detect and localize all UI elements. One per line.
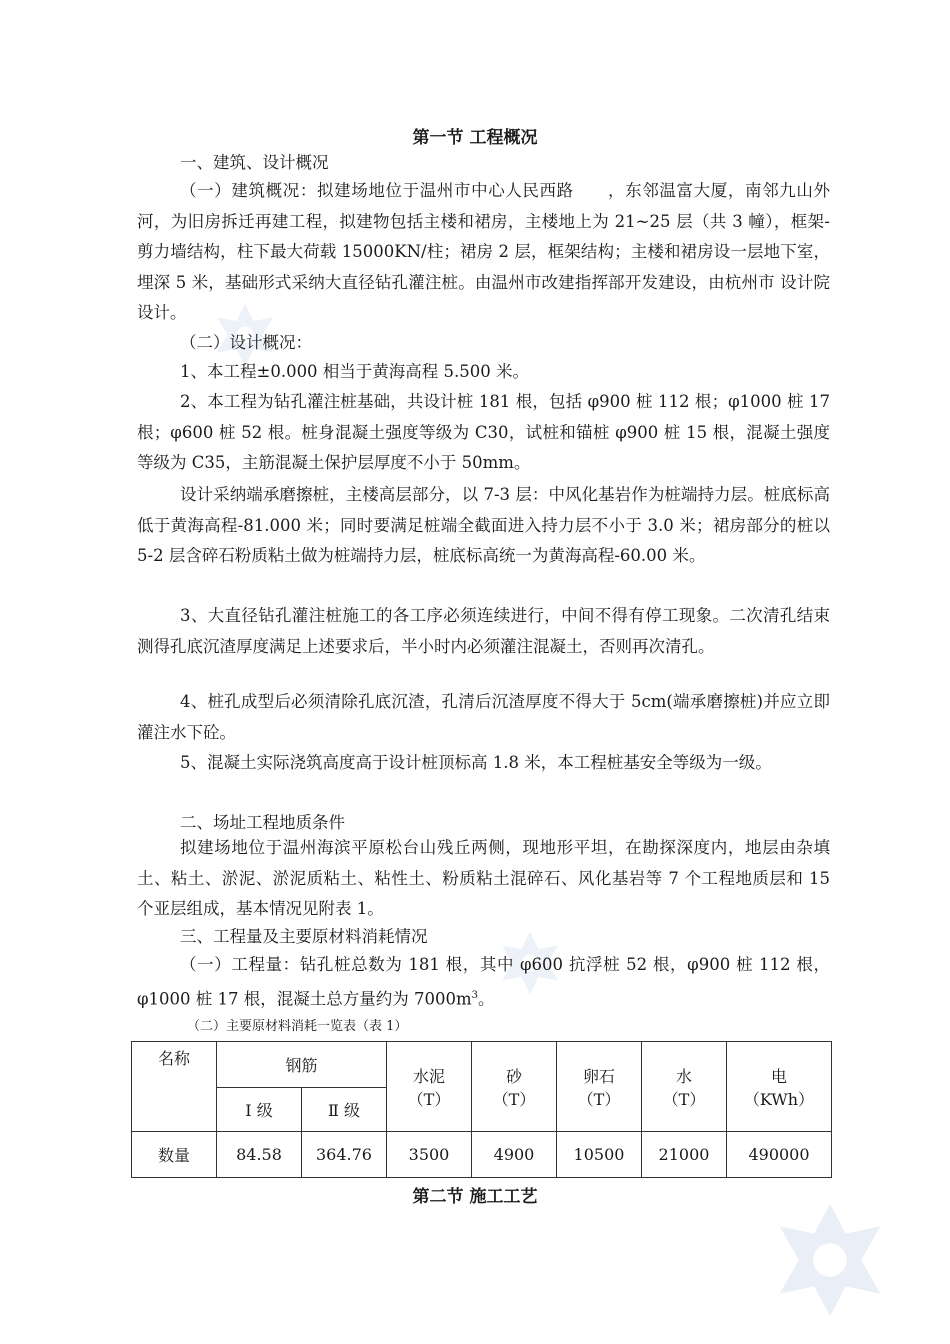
quantity-superscript: 3 <box>471 989 479 1001</box>
design-item-1: 1、本工程±0.000 相当于黄海高程 5.500 米。 <box>180 362 530 381</box>
design-item-2: 2、本工程为钻孔灌注桩基础，共设计桩 181 根，包括 φ900 桩 112 根；φ1000 桩 17 根；φ600 桩 52 根。桩身混凝土强度等级为 C30，试桩和锚桩 φ900 桩 15 根，混凝土强度等级为 C35，主筋混凝土保护层厚度不小于 50mm。 <box>137 392 830 472</box>
quantity-end: 。 <box>478 989 495 1008</box>
table-cell: 490000 <box>727 1132 832 1178</box>
section2-title: 第二节 施工工艺 <box>412 1187 538 1207</box>
quantity-text: （一）工程量：钻孔桩总数为 181 根，其中 φ600 抗浮桩 52 根，φ900 桩 112 根，φ1000 桩 17 根，混凝土总方量约为 7000m <box>137 955 830 1008</box>
heading-quantities: 三、工程量及主要原材料消耗情况 <box>180 927 428 946</box>
table-cell: 21000 <box>642 1132 727 1178</box>
table-cell: 4900 <box>472 1132 557 1178</box>
table-row-label: 数量 <box>132 1132 217 1178</box>
materials-table <box>131 1041 832 1178</box>
paragraph-building-overview: （一）建筑概况：拟建场地位于温州市中心人民西路 ，东邻温富大厦，南邻九山外河，为旧房拆迁再建工程，拟建物包括主楼和裙房，主楼地上为 21~25 层（共 3 幢），框架-剪力墙结构，柱下最大荷载 15000KN/柱；裙房 2 层，框架结构；主楼和裙房设一层地下室，埋深 5 米，基础形式采纳大直径钻孔灌注桩。由温州市改建指挥部开发建设，由杭州市 设计院设计。 <box>137 181 830 322</box>
table-header-sand: 砂 （T） <box>472 1042 557 1132</box>
watermark-snowflake-icon <box>770 1200 890 1320</box>
paragraph-design-bearing: 设计采纳端承磨擦桩，主楼高层部分，以 7-3 层：中风化基岩作为桩端持力层。桩底标高低于黄海高程-81.000 米；同时要满足桩端全截面进入持力层不小于 3.0 米；裙房部分的桩以 5-2 层含碎石粉质粘土做为桩端持力层，桩底标高统一为黄海高程-60.00 米。 <box>137 485 830 565</box>
table-header-electricity: 电 （KWh） <box>727 1042 832 1132</box>
design-item-4: 4、桩孔成型后必须清除孔底沉渣，孔清后沉渣厚度不得大于 5cm(端承磨擦桩)并应立即灌注水下砼。 <box>137 692 830 742</box>
design-item-5: 5、混凝土实际浇筑高度高于设计桩顶标高 1.8 米，本工程桩基安全等级为一级。 <box>180 753 772 772</box>
table-cell: 3500 <box>387 1132 472 1178</box>
paragraph-quantity <box>137 950 830 1015</box>
table-cell: 364.76 <box>302 1132 387 1178</box>
design-item-3: 3、大直径钻孔灌注桩施工的各工序必须连续进行，中间不得有停工现象。二次清孔结束测得孔底沉渣厚度满足上述要求后，半小时内必须灌注混凝土，否则再次清孔。 <box>137 606 830 656</box>
table-header-pebble: 卵石 （T） <box>557 1042 642 1132</box>
table-header-water: 水 （T） <box>642 1042 727 1132</box>
table-header-steel-grade1: Ⅰ 级 <box>217 1088 302 1132</box>
heading-geology: 二、场址工程地质条件 <box>180 813 345 832</box>
table-header-steel-grade2: Ⅱ 级 <box>302 1088 387 1132</box>
table-cell: 10500 <box>557 1132 642 1178</box>
table-cell: 84.58 <box>217 1132 302 1178</box>
table-header-name: 名称 <box>132 1042 217 1132</box>
heading-building-design: 一、建筑、设计概况 <box>180 153 329 172</box>
section1-title: 第一节 工程概况 <box>412 128 538 148</box>
table-caption: （二）主要原材料消耗一览表（表 1） <box>187 1019 408 1034</box>
heading-design-overview: （二）设计概况： <box>180 333 312 352</box>
table-header-cement: 水泥 （T） <box>387 1042 472 1132</box>
paragraph-geology: 拟建场地位于温州海滨平原松台山残丘两侧，现地形平坦，在勘探深度内，地层由杂填土、粘土、淤泥、淤泥质粘土、粘性土、粉质粘土混碎石、风化基岩等 7 个工程地质层和 15 个亚层组成，基本情况见附表 1。 <box>137 838 830 918</box>
table-header-steel: 钢筋 <box>217 1042 387 1088</box>
